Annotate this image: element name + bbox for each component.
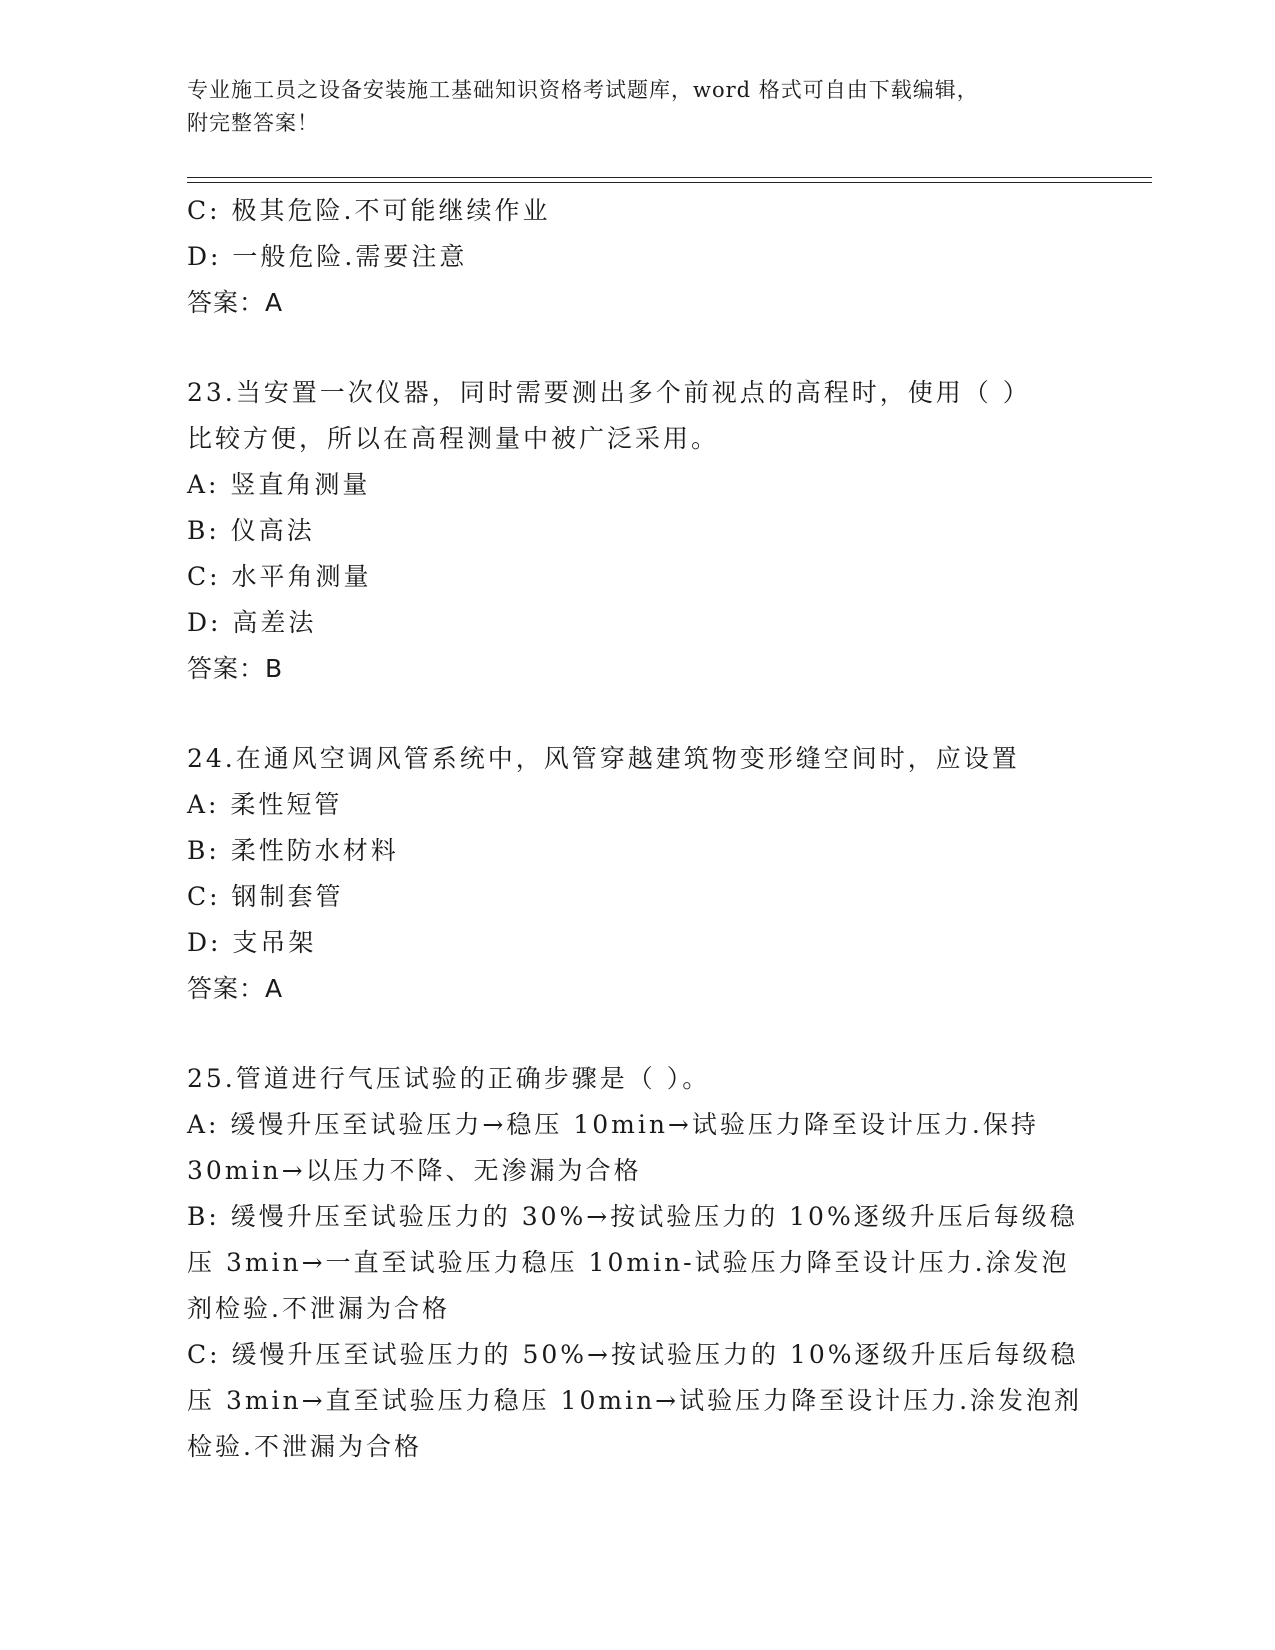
option-b-line: B: 缓慢升压至试验压力的 30%→按试验压力的 10%逐级升压后每级稳 (187, 1202, 1078, 1231)
option-a-line: 30min→以压力不降、无渗漏为合格 (187, 1156, 642, 1185)
option-a: A: 柔性短管 (187, 790, 343, 819)
answer-line: 答案：A (187, 974, 284, 1003)
option-b: B: 柔性防水材料 (187, 836, 399, 865)
spacer (187, 326, 1087, 370)
option-a-line: A: 缓慢升压至试验压力→稳压 10min→试验压力降至设计压力.保持 (187, 1110, 1039, 1139)
document-header (187, 74, 1087, 140)
option-d: D: 一般危险.需要注意 (187, 242, 468, 271)
header-divider-bottom (187, 182, 1152, 183)
option-b-line: 压 3min→一直至试验压力稳压 10min-试验压力降至设计压力.涂发泡 (187, 1248, 1070, 1277)
option-c: C: 水平角测量 (187, 562, 372, 591)
question-stem-line: 23.当安置一次仪器，同时需要测出多个前视点的高程时，使用（ ） (187, 378, 1031, 407)
option-c-line: 检验.不泄漏为合格 (187, 1432, 422, 1461)
option-c: C: 钢制套管 (187, 882, 344, 911)
question-stem-line: 24.在通风空调风管系统中，风管穿越建筑物变形缝空间时，应设置 (187, 744, 1020, 773)
answer-line: 答案：A (187, 288, 284, 317)
question-24 (187, 736, 1087, 1012)
question-stem-line: 比较方便，所以在高程测量中被广泛采用。 (187, 424, 720, 453)
header-line-2: 附完整答案！ (187, 111, 319, 135)
spacer (187, 692, 1087, 736)
option-d: D: 支吊架 (187, 928, 317, 957)
option-c-line: C: 缓慢升压至试验压力的 50%→按试验压力的 10%逐级升压后每级稳 (187, 1340, 1079, 1369)
question-content (187, 188, 1087, 1470)
option-a: A: 竖直角测量 (187, 470, 371, 499)
question-stem-line: 25.管道进行气压试验的正确步骤是（ ）。 (187, 1064, 711, 1093)
header-divider-top (187, 177, 1152, 178)
header-line-1: 专业施工员之设备安装施工基础知识资格考试题库，word 格式可自由下载编辑， (187, 78, 979, 102)
option-c-line: 压 3min→直至试验压力稳压 10min→试验压力降至设计压力.涂发泡剂 (187, 1386, 1083, 1415)
option-c: C: 极其危险.不可能继续作业 (187, 196, 551, 225)
previous-question-tail (187, 188, 1087, 326)
question-23 (187, 370, 1087, 692)
question-25 (187, 1056, 1087, 1470)
option-b-line: 剂检验.不泄漏为合格 (187, 1294, 450, 1323)
option-d: D: 高差法 (187, 608, 317, 637)
spacer (187, 1012, 1087, 1056)
answer-line: 答案：B (187, 654, 284, 683)
option-b: B: 仪高法 (187, 516, 315, 545)
